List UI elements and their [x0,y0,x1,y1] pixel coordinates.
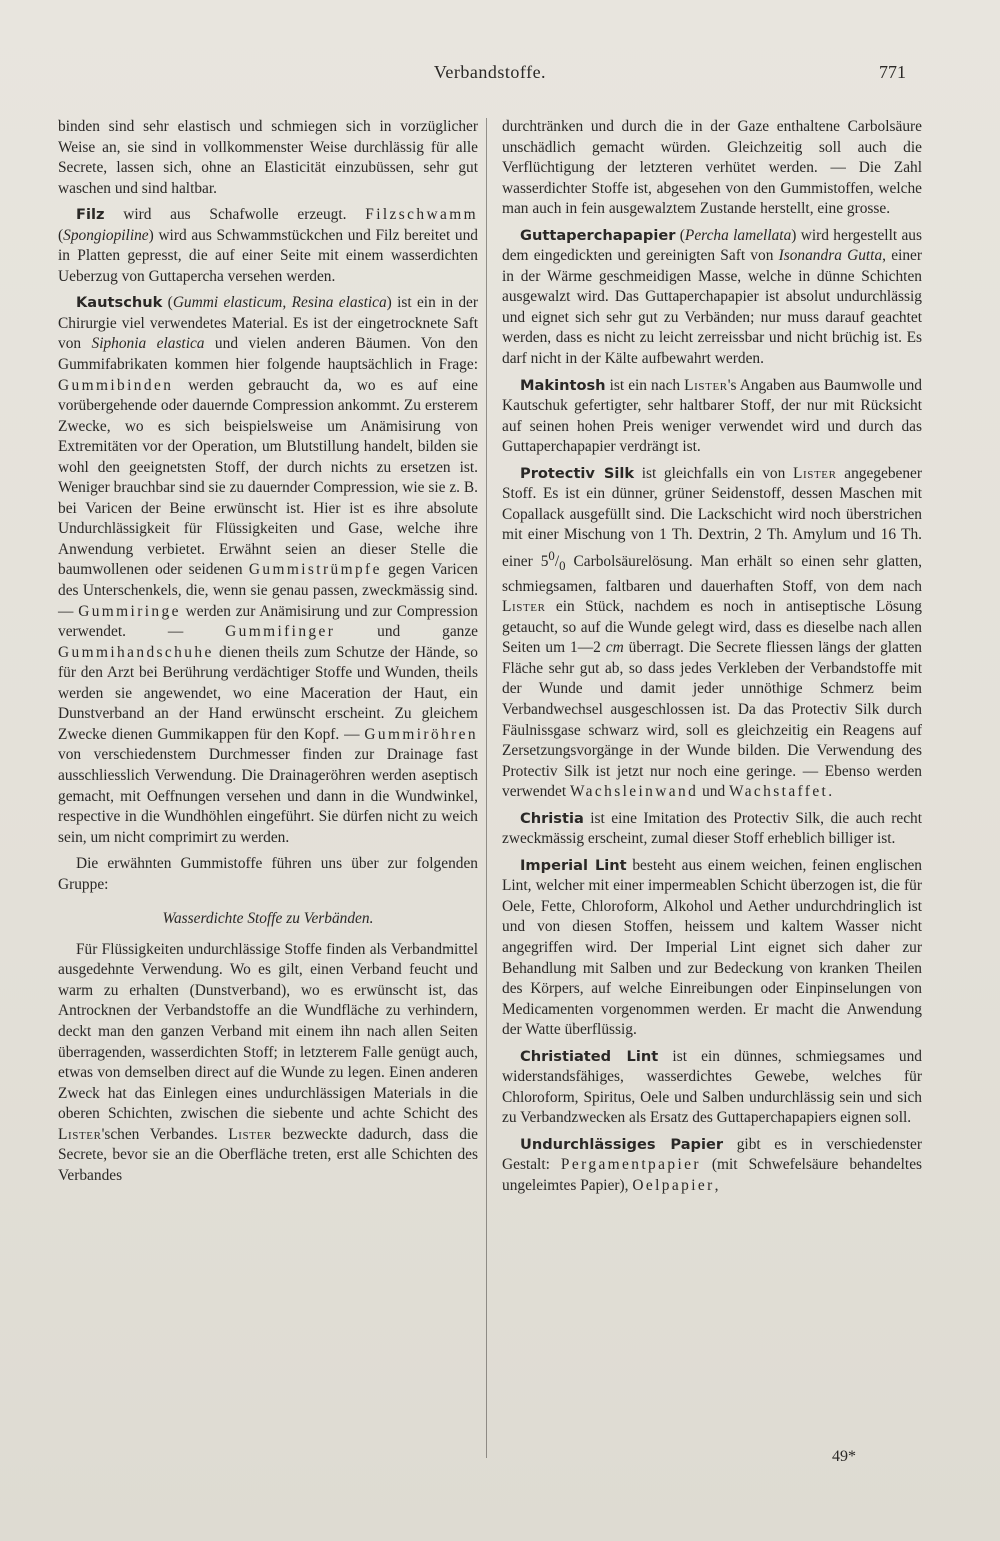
paragraph-imperial-lint [502,856,922,1041]
paragraph-text: ( [675,226,685,244]
spaced-term: Oelpapier [632,1177,715,1194]
percent-sup: 0 [548,548,555,563]
term-protectiv-silk: Protectiv Silk [520,464,635,482]
spaced-term: Gummibinden [58,376,174,394]
paragraph-text: angegebener Stoff. Es ist ein dünner, grüner Seidenstoff, dessen Maschen mit Copallack ausgefüllt sind. Die Lackschicht wird noch überstrichen mit einer Mischung von 1 Th. Dextrin, 2 Th. Amylum und 16 Th. einer 5 [502,464,922,571]
paragraph-text: ) ist ein in der Chirurgie viel verwendetes Material. Es ist der eingetrocknete Saft von [58,294,479,353]
paragraph-text: dienen theils zum Schutze der Hände, so für den Arzt bei Berührung verdächtiger Stoffe und Wunden, theils werden sie angewendet, wo eine Maceration der Haut, ein Dunstverband an der Hand erwünscht erscheint. Zu gleichem Zwecke dienen Gummikappen für den Kopf. — [58,643,478,743]
paragraph-christiated-lint [502,1047,922,1129]
paragraph-text: gibt es in verschiedenster Gestalt: [502,1135,922,1174]
paragraph-text: ) wird aus Schwammstückchen und Filz bereitet und in Platten gepresst, die auf einer Seite mit einem wasserdichten Ueberzug von Guttapercha versehen werden. [58,226,478,285]
term-kautschuk: Kautschuk [76,294,163,312]
term-undurchlaessiges-papier: Undurchlässiges Papier [520,1135,724,1153]
italic-term: Siphonia elastica [91,335,205,353]
page-number: 771 [879,62,906,82]
paragraph: binden sind sehr elastisch und schmiegen sich in vorzüglicher Weise an, sie sind in vollkommenster Weise durchlässig für alle Secrete, lassen sich, ohne an Elasticität einzubüssen, sehr gut waschen und sind haltbar. [58,118,478,197]
italic-term: Gummi elasticum, Resina elastica [172,294,387,312]
paragraph-text: . [828,783,833,801]
paragraph-text: , [714,1177,719,1194]
unit-cm: cm [605,639,624,657]
section-heading: Wasserdichte Stoffe zu Verbänden. [162,910,374,928]
paragraph-text: Carbolsäurelösung. Man erhält so einen sehr glatten, schmiegsamen, faltbaren und dauerhaften Stoff, von dem nach [502,553,922,595]
paragraph-text: ein Stück, nachdem es noch in antiseptische Lösung getaucht, so auf die Wunde gelegt wird, dass es dieselbe nach allen Seiten um 1—2 [502,598,922,657]
paragraph-guttaperchapapier [502,226,922,370]
spaced-term: Wachstaffet [729,783,829,801]
paragraph-text: und ganze [335,623,479,641]
paragraph-text: ist ein nach [605,376,685,394]
spaced-term: Wachsleinwand [569,783,699,801]
paragraph-text: ist ein dünnes, schmiegsames und widerstandsfähiges, wasserdichtes Gewebe, welches für Chloroform, Spiritus, Oele und Salben undurchlässig sein und sich zu Verbandzwecken als Ersatz des Guttaperchapapiers eignen soll. [502,1047,922,1127]
paragraph-text: gegen Varicen des Unterschenkels, die, wenn sie genau passen, zweckmässig sind. — [58,561,478,620]
spaced-term: Filzschwamm [365,206,478,224]
paragraph-text: bezweckte dadurch, dass die Secrete, bevor sie an die Oberfläche treten, erst alle Schichten des Verbandes [58,1125,478,1184]
paragraph-christia [502,809,922,850]
spaced-term: Gummihandschuhe [58,643,214,661]
right-column [502,117,922,1197]
paragraph-text: und [698,783,729,801]
paragraph-text: 's Angaben aus Baumwolle und Kautschuk gefertigter, sehr haltbarer Stoff, der nur mit Rücksicht auf seinen hohen Preis weniger verwendet wird und durch das Guttaperchapapier verdrängt ist. [502,376,922,456]
running-head [0,58,1000,88]
signature-mark: 49* [832,1448,856,1465]
italic-term: Isonandra Gutta [778,247,883,265]
paragraph: Die erwähnten Gummistoffe führen uns über zur folgenden Gruppe: [58,855,478,893]
author-name: Lister [684,376,728,394]
term-christiated-lint: Christiated Lint [520,1047,659,1065]
paragraph-text: ( [162,294,173,312]
term-imperial-lint: Imperial Lint [520,856,627,874]
column-divider [486,118,487,1458]
paragraph-text: 'schen Verbandes. [101,1125,229,1143]
paragraph-text: Für Flüssigkeiten undurchlässige Stoffe finden als Verbandmittel ausgedehnte Verwendung. Wo es gilt, einen Verband feucht und warm zu erhalten (Dunstverband), wo es erwünscht ist, das Antrocknen der Verbandstoffe an die Wundfläche zu verhindern, deckt man den ganzen Verband mit einem ihn nach allen Seiten überragenden, wasserdichten Stoff; in letzterem Falle genügt auch, etwas von demselben direct auf die Wunde zu legen. Einen anderen Zweck hat das Einlegen eines undurchlässigen Materials in die oberen Schichten, zwischen die siebente und achte Schicht des [58,940,478,1123]
spaced-term: Gummiringe [78,602,181,620]
running-title: Verbandstoffe. [433,62,547,82]
author-name: Lister [228,1125,272,1143]
spaced-term: Gummiröhren [364,725,478,743]
paragraph-text: überragt. Die Secrete fliessen längs der glatten Fläche sehr gut ab, so dass jedes Verkleben der Verbandstoffe mit der Wunde und damit jeder unnöthige Schmerz beim Verbandwechsel ausgeschlossen ist. Da das Protectiv Silk durch Fäulnissgase schwarz wird, soll es gleichzeitig ein Reagens auf Zersetzungsvorgänge in der Wunde bilden. Die Verwendung des Protectiv Silk ist jetzt nur noch eine geringe. — Ebenso werden verwendet [502,639,922,801]
paragraph-text: ist eine Imitation des Protectiv Silk, die auch recht zweckmässig erscheint, zumal dieser Stoff erheblich billiger ist. [502,809,922,848]
paragraph-text: werden gebraucht da, wo es auf eine vorübergehende oder dauernde Compression ankommt. Zu ersterem Zwecke, wo es sich beispielsweise um Anämisirung von Extremitäten vor der Operation, um Blutstillung handelt, bilden sie wohl den geeignetsten Stoff, der durch nichts zu ersetzen ist. Weniger brauchbar sind sie zu dauernder Compression, wie sie z. B. bei Varicen der Beine erwünscht ist. Hier ist es ihre absolute Undurchlässigkeit für Flüssigkeiten und Gase, welche ihre Anwendung verbietet. Erwähnt seien an dieser Stelle die baumwollenen oder seidenen [58,376,478,579]
paragraph-makintosh [502,376,922,458]
spaced-term: Gummifinger [225,623,336,641]
paragraph-text: ( [58,226,64,244]
author-name: Lister [793,464,837,482]
spaced-term: Pergamentpapier [560,1156,701,1174]
italic-term: Percha lamellata [684,226,792,244]
paragraph-text: , einer in der Wärme geschmeidigen Masse, welche in dünne Schichten ausgewalzt wird. Das Guttaperchapapier ist absolut undurchlässig und eignet sich sehr gut zu Verbänden; nur muss darauf geachtet werden, dass es nicht zu leicht zerreissbar und nicht brüchig ist. Es darf nicht in der Kälte aufbewahrt werden. [502,247,922,368]
author-name: Lister [502,598,546,616]
paragraph-text: ist gleichfalls ein von [634,464,793,482]
paragraph-undurchlaessiges-papier [502,1135,922,1197]
paragraph-kautschuk [58,293,478,848]
paragraph-wasserdicht [58,940,478,1187]
paragraph-text: und vielen anderen Bäumen. Von den Gummifabrikaten kommen hier folgende hauptsächlich in Frage: [58,335,478,374]
paragraph-text: besteht aus einem weichen, feinen englischen Lint, welcher mit einer impermeablen Schicht überzogen ist, die für Oele, Fette, Chloroform, Alkohol und Aether undurchdringlich ist und von diesen Stoffen, heissem und kaltem Wasser nicht angegriffen wird. Der Imperial Lint eignet sich daher zur Behandlung mit Salben und zur Bedeckung von kranken Theilen des Körpers, auf welche Einreibungen oder Einpinselungen von Medicamenten vorgenommen werden. Er macht die Anwendung der Watte überflüssig. [502,856,922,1039]
percent-sub: 0 [559,559,566,574]
paragraph: durchtränken und durch die in der Gaze enthaltene Carbolsäure unschädlich gemacht würden. Gleichzeitig soll auch die Verflüchtigung der letzteren verhütet werden. — Die Zahl wasserdichter Stoffe ist, abgesehen von den Gummistoffen, welche man auch in fein ausgewalztem Zustande herstellt, eine grosse. [502,118,922,218]
paragraph-text: von verschiedenstem Durchmesser finden zur Drainage fast ausschliesslich Verwendung. Die Drainageröhren werden aseptisch gemacht, mit Oeffnungen versehen und dann in die Wundwinkel, respective in die Wundhöhlen eingeführt. Sie dürfen nicht zu weich sein, um nicht comprimirt zu werden. [58,746,478,846]
left-column [58,117,478,1186]
paragraph-protectiv-silk [502,464,922,803]
paragraph-text: (mit Schwefelsäure behandeltes ungeleimtes Papier), [502,1156,923,1194]
spaced-term: Gummistrümpfe [248,561,382,579]
italic-term: Spongiopiline [63,226,149,244]
term-makintosh: Makintosh [520,376,606,394]
term-christia: Christia [520,809,584,827]
paragraph-text: wird aus Schafwolle erzeugt. [104,206,366,224]
author-name: Lister [58,1125,102,1143]
paragraph-filz [58,205,478,287]
paragraph-text: ) wird hergestellt aus dem eingedickten und gereinigten Saft von [502,226,922,265]
paragraph-text: / [554,553,560,571]
term-filz: Filz [76,206,105,224]
paragraph-text: werden zur Anämisirung und zur Compression verwendet. — [58,602,478,641]
term-guttaperchapapier: Guttaperchapapier [520,226,676,244]
